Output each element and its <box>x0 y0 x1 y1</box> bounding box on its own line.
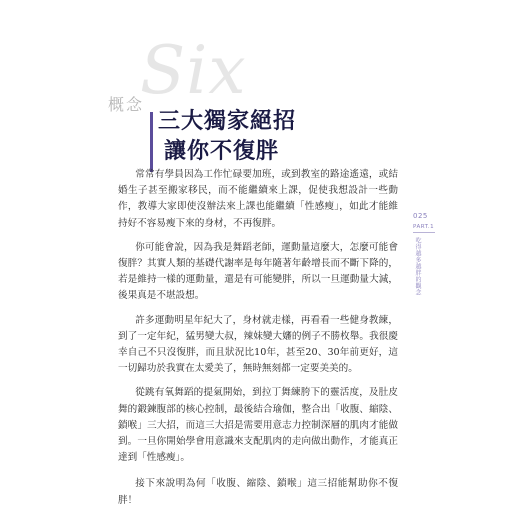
page-number: 025 <box>413 212 428 220</box>
title-accent-bar <box>150 112 153 172</box>
paragraph: 接下來說明為何「收腹、縮陰、鎖喉」這三招能幫助你不復胖！ <box>118 478 398 506</box>
concept-label: 概念 <box>108 95 145 114</box>
paragraph: 你可能會說，因為我是舞蹈老師，運動量這麼大，怎麼可能會復胖？其實人類的基礎代謝率是每年隨著年齡增長而不斷下降的，若是維持一樣的運動量，還是有可能變胖，所以一旦運動量大減，後果真是不堪設想。 <box>118 241 398 302</box>
watermark-six: Six <box>140 32 247 109</box>
side-margin-label <box>413 212 443 296</box>
title-line-1: 三大獨家絕招 <box>158 108 297 134</box>
section-label: 吃得越多越胖的觀念 <box>414 237 421 296</box>
title-line-2: 讓你不復胖 <box>164 138 280 164</box>
part-label: PART.1 <box>413 224 435 233</box>
paragraph: 從跳有氧舞蹈的提氣開始，到拉丁舞練胯下的靈活度，及肚皮舞的鍛鍊腹部的核心控制，最後結合瑜伽，整合出「收腹、縮陰、鎖喉」三大招，而這三大招是需要用意志力控制深層的肌肉才能做到。一旦你開始學會用意識來支配肌肉的走向做出動作，才能真正達到「性感瘦」。 <box>118 387 398 464</box>
body-text <box>118 167 398 517</box>
chapter-title <box>158 106 296 166</box>
paragraph: 常常有學員因為工作忙碌要加班，或到教室的路途遙遠，或結婚生子甚至搬家移民，而不能繼續來上課，促使我想設計一些動作，教導大家即使沒辦法來上課也能繼續「性感瘦」，如此才能維持好不容易瘦下來的身材，不再復胖。 <box>118 169 398 229</box>
paragraph: 許多運動明星年紀大了，身材就走樣，再看看一些健身教練，到了一定年紀，猛男變大叔，辣妹變大嬸的例子不勝枚舉。我很慶幸自己不只沒復胖，而且狀況比10年，甚至20、30年前更好，這一切歸功於我實在太愛美了，無時無刻都一定要美美的。 <box>118 314 398 375</box>
